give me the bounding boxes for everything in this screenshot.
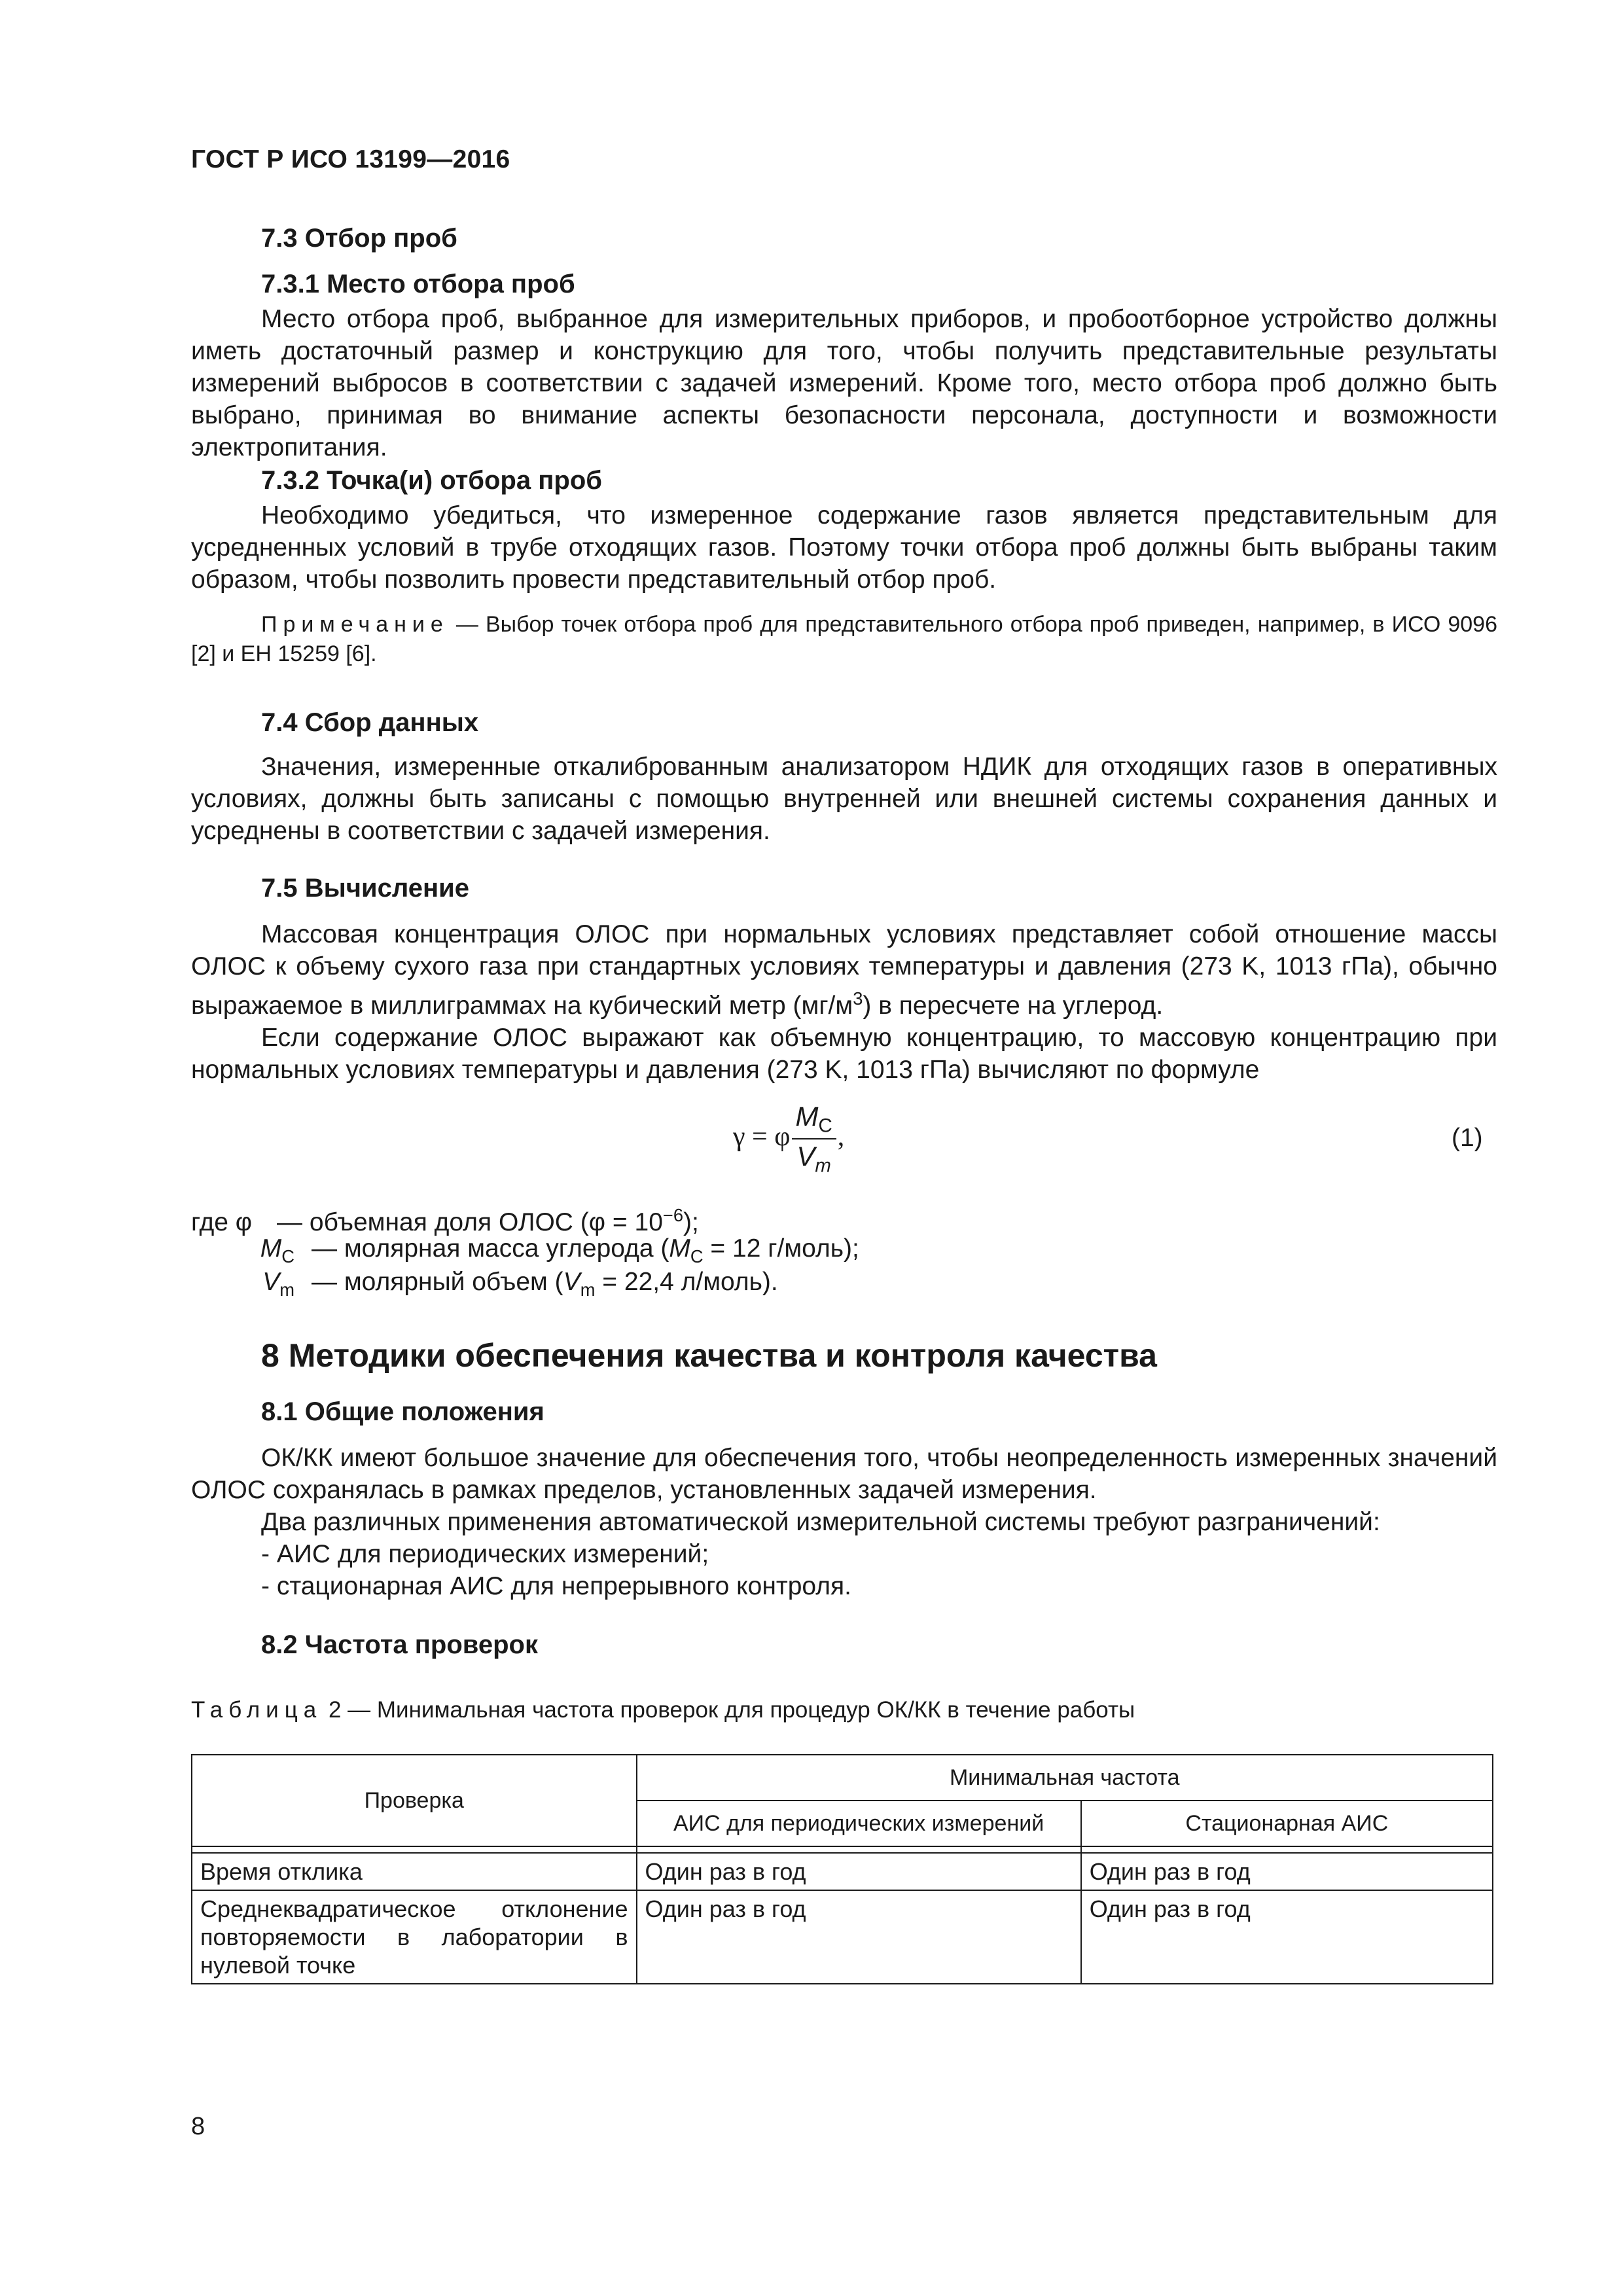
note-text: — Выбор точек отбора проб для представительного отбора проб приведен, например, в ИСО 9096 [2] и ЕН 15259 [6]. — [191, 612, 1497, 666]
section-8-1-title: 8.1 Общие положения — [261, 1397, 544, 1426]
cell-check: Среднеквадратическое отклонение повторяемости в лаборатории в нулевой точке — [192, 1890, 637, 1984]
formula-numerator: $M_C$ — [792, 1101, 836, 1139]
formula-denominator: $V_m$ — [796, 1141, 831, 1177]
page-number: 8 — [191, 2113, 205, 2140]
header-periodic: АИС для периодических измерений — [637, 1801, 1081, 1846]
section-7-5-text — [191, 918, 1497, 1086]
formula-definitions — [191, 1199, 1497, 1304]
paragraph: Массовая концентрация ОЛОС при нормальных условиях представляет собой отношение массы ОЛОС к объему сухого газа при стандартных условиях температуры и давления (273 K, 1013 гПа), обычно выражаемое в миллиграммах на кубический метр $(мг/м^3)$ в пересчете на углерод. — [191, 920, 1497, 1020]
standard-designation: ГОСТ Р ИСО 13199—2016 — [191, 145, 510, 173]
where-label: где φ — [191, 1208, 253, 1236]
table-row — [192, 1890, 1493, 1984]
section-8-title: 8 Методики обеспечения качества и контроля качества — [261, 1337, 1157, 1374]
cell-stationary: Один раз в год — [1081, 1853, 1493, 1890]
definition-phi: где φ — объемная доля ОЛОС $(\varphi = 10^{-6})$; — [191, 1205, 699, 1236]
paragraph: Если содержание ОЛОС выражают как объемную концентрацию, то массовую концентрацию при нормальных условиях температуры и давления (273 K, 1013 гПа) вычисляют по формуле — [191, 1024, 1497, 1084]
list-item: - стационарная АИС для непрерывного контроля. — [261, 1572, 851, 1600]
paragraph: Два различных применения автоматической измерительной системы требуют разграничений: — [261, 1508, 1380, 1536]
section-7-5-title: 7.5 Вычисление — [261, 874, 469, 903]
table-2 — [191, 1754, 1493, 1984]
paragraph: Значения, измеренные откалиброванным анализатором НДИК для отходящих газов в оперативных условиях, должны быть записаны с помощью внутренней или внешней системы сохранения данных и усреднены в соответствии с задачей измерения. — [191, 753, 1497, 845]
cell-stationary: Один раз в год — [1081, 1890, 1493, 1984]
table-row — [192, 1853, 1493, 1890]
cell-periodic: Один раз в год — [637, 1853, 1081, 1890]
definition-vm: $V_m$ — молярный объем ($V_m = 22,4$ л/моль). — [262, 1268, 778, 1300]
section-8-2-title: 8.2 Частота проверок — [261, 1630, 538, 1659]
paragraph: ОК/КК имеют большое значение для обеспечения того, чтобы неопределенность измеренных значений ОЛОС сохранялась в рамках пределов, установленных задачей измерения. — [191, 1444, 1497, 1504]
formula-fraction — [792, 1101, 836, 1177]
formula-lhs: γ = φ — [733, 1122, 791, 1153]
table-caption-label: Таблица — [191, 1697, 323, 1723]
formula-number: (1) — [1452, 1124, 1483, 1152]
formula-comma: , — [837, 1122, 845, 1153]
note-label: Примечание — [261, 612, 449, 637]
paragraph: Место отбора проб, выбранное для измерительных приборов, и пробоотборное устройство должны иметь достаточный размер и конструкцию для того, чтобы получить представительные результаты измерений выбросов в соответствии с задачей измерений. Кроме того, место отбора проб должно быть выбрано, принимая во внимание аспекты безопасности персонала, доступности и возможности электропитания. — [191, 305, 1497, 461]
section-7-3-title: 7.3 Отбор проб — [261, 224, 457, 253]
paragraph: Необходимо убедиться, что измеренное содержание газов является представительным для усредненных условий в трубе отходящих газов. Поэтому точки отбора проб должны быть выбраны таким образом, чтобы позволить провести представительный отбор проб. — [191, 501, 1497, 594]
cell-periodic: Один раз в год — [637, 1890, 1081, 1984]
table-caption-text: 2 — Минимальная частота проверок для процедур ОК/КК в течение работы — [322, 1697, 1135, 1723]
section-8-1-text — [191, 1442, 1497, 1602]
header-stationary: Стационарная АИС — [1081, 1801, 1493, 1846]
table-2-caption — [191, 1697, 1135, 1723]
section-7-4-title: 7.4 Сбор данных — [261, 708, 479, 737]
note — [191, 610, 1497, 669]
section-7-3-2-title: 7.3.2 Точка(и) отбора проб — [261, 466, 602, 495]
cell-check: Время отклика — [192, 1853, 637, 1890]
definition-mc: $M_C$ — молярная масса углерода ($M_C = 12$ г/моль); — [260, 1234, 859, 1266]
header-min-frequency: Минимальная частота — [637, 1755, 1493, 1801]
section-7-3-2-text — [191, 499, 1497, 596]
formula-1 — [733, 1101, 844, 1177]
header-check: Проверка — [192, 1755, 637, 1846]
section-7-4-text — [191, 751, 1497, 847]
list-item: - АИС для периодических измерений; — [261, 1540, 709, 1568]
section-7-3-1-title: 7.3.1 Место отбора проб — [261, 270, 575, 298]
section-7-3-1-text — [191, 303, 1497, 463]
